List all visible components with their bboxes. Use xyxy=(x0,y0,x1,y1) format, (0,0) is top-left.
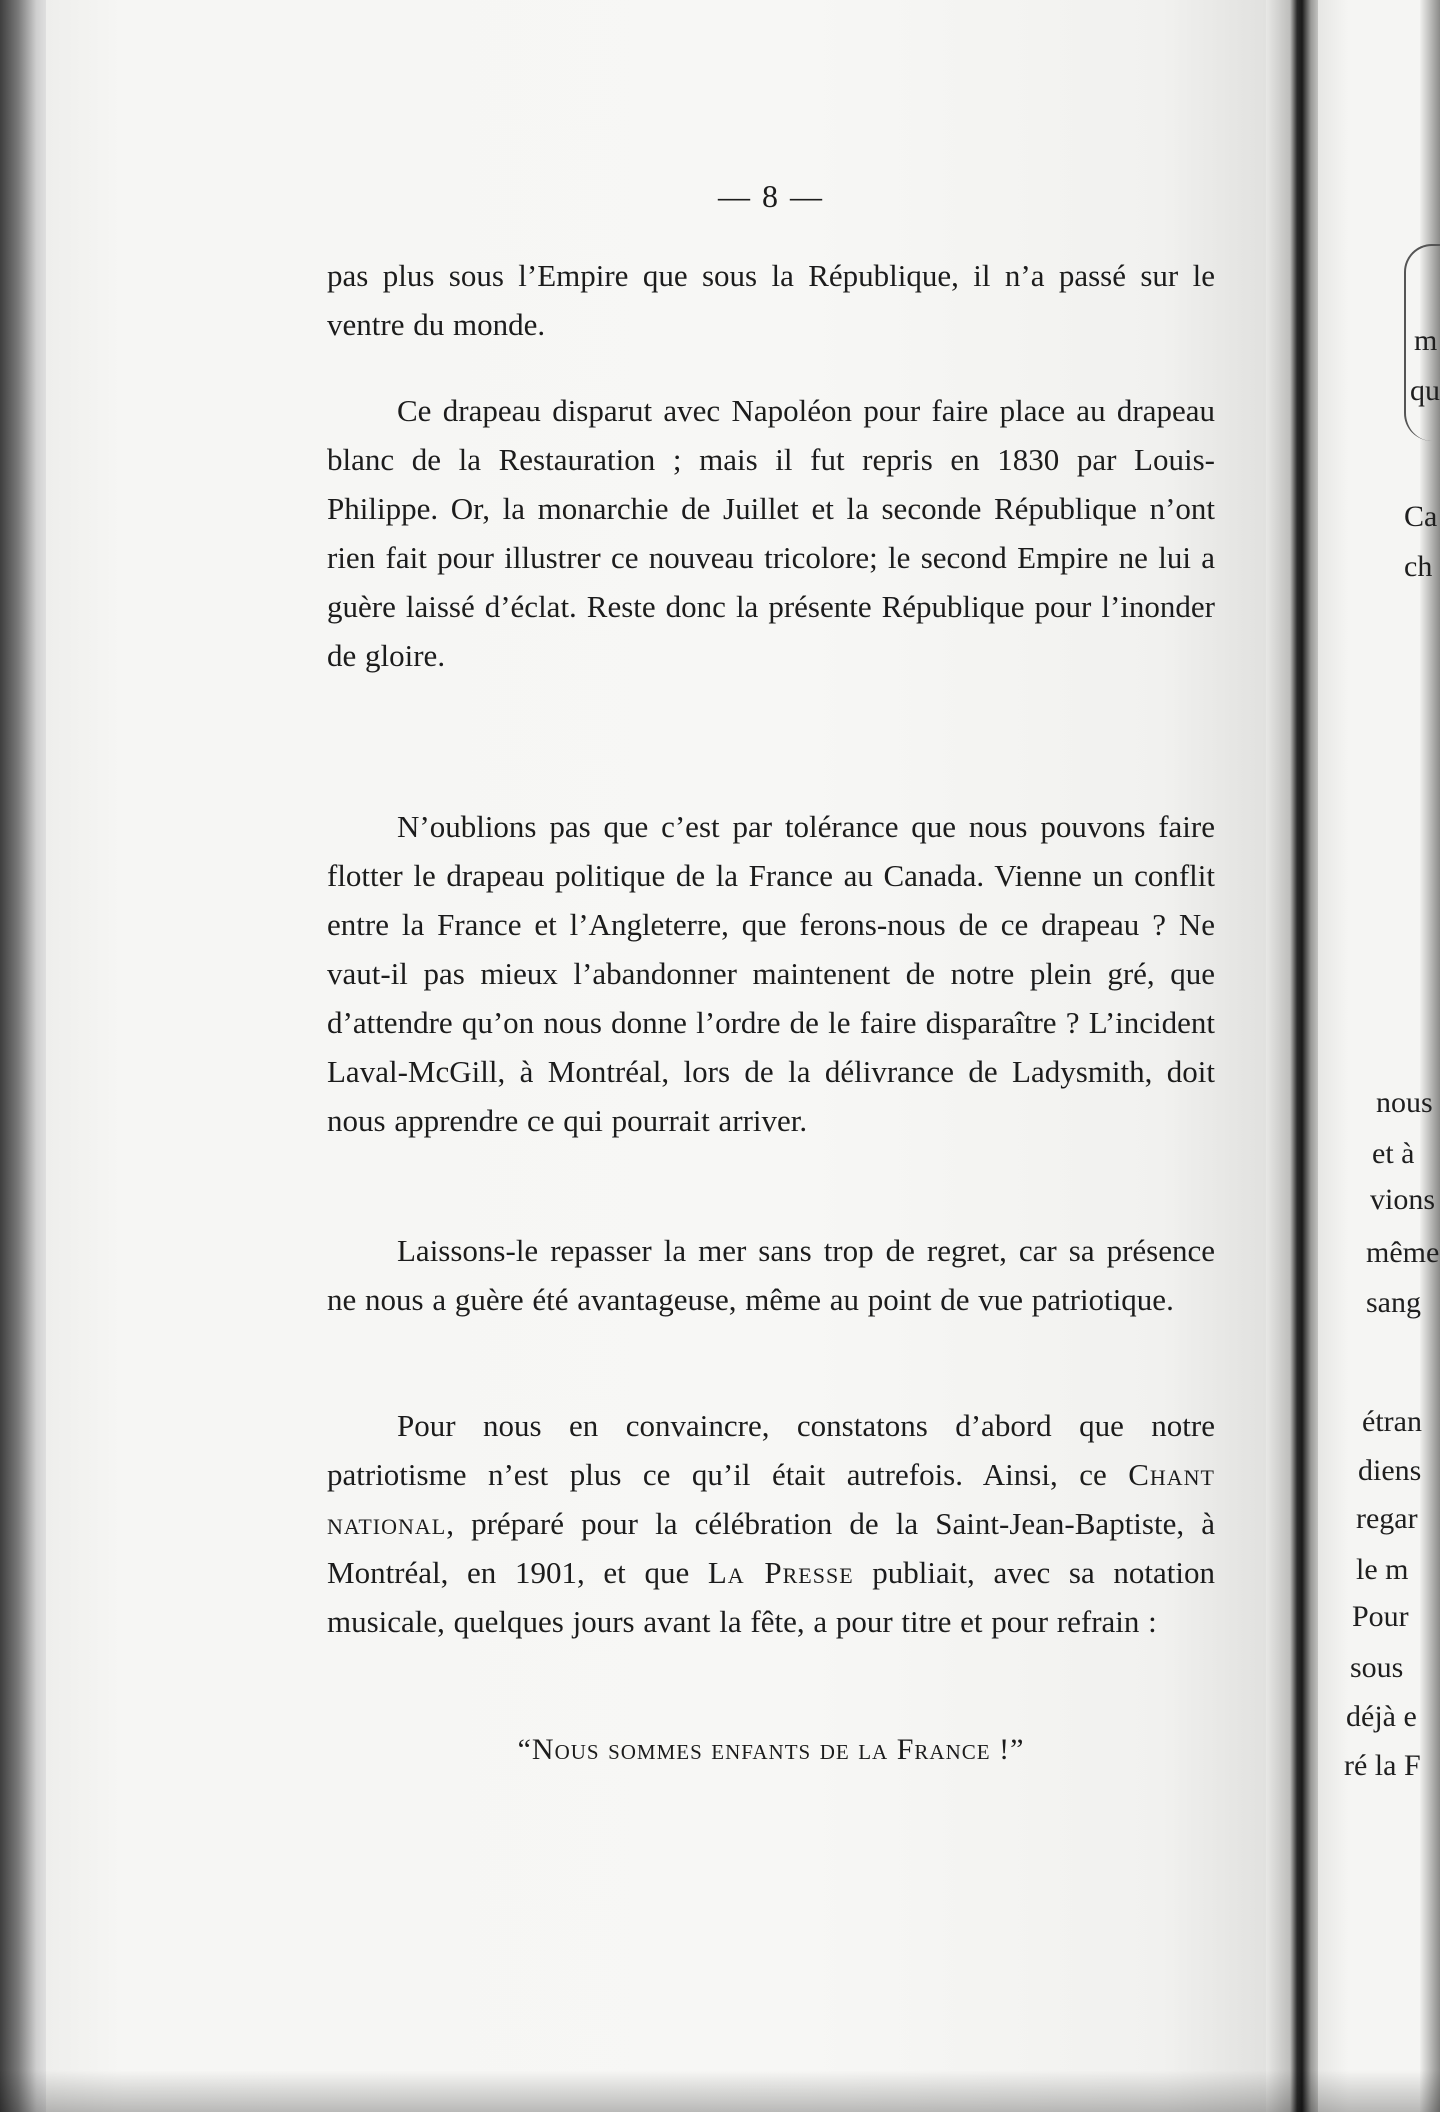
fragment-line: Ca xyxy=(1404,500,1438,533)
paragraph-2: Ce drapeau disparut avec Napoléon pour faire place au drapeau blanc de la Restauration ; mais il fut repris en 1830 par Louis-Philippe. Or, la monarchie de Juillet et la seconde République n’ont rien fait pour illustrer ce nouveau tricolore; le second Empire ne lui a guère laissé d’éclat. Reste donc la présente République pour l’inonder de gloire. xyxy=(327,393,1215,673)
fragment-line: même xyxy=(1366,1236,1440,1269)
fragment-line: ré la F xyxy=(1344,1749,1421,1782)
fragment-line: regar xyxy=(1356,1502,1418,1535)
fragment-line: nous xyxy=(1376,1086,1433,1119)
chant-national-title: Chant national xyxy=(327,1457,1215,1541)
fragment-line: et à xyxy=(1372,1137,1415,1170)
fragment-line: le m xyxy=(1356,1553,1409,1586)
fragment-line: m xyxy=(1414,324,1438,357)
paragraph-3: N’oublions pas que c’est par tolérance que nous pouvons faire flotter le drapeau politique de la France au Canada. Vienne un conflit entre la France et l’Angleterre, que ferons-nous de ce drapeau ? Ne vaut-il pas mieux l’abandonner maintenent de notre plein gré, que d’attendre qu’on nous donne l’ordre de le faire disparaître ? L’incident Laval-McGill, à Montréal, lors de la délivrance de Ladysmith, doit nous apprendre ce qui pourrait arriver. xyxy=(327,809,1215,1138)
la-presse-title: La Presse xyxy=(707,1555,854,1590)
paragraph-5-part-1: Pour nous en convaincre, constatons d’abord que notre patriotisme n’est plus ce qu’il était autrefois. Ainsi, ce xyxy=(327,1408,1215,1492)
paragraph-4: Laissons-le repasser la mer sans trop de regret, car sa présence ne nous a guère été avantageuse, même au point de vue patriotique. xyxy=(327,1233,1215,1317)
paragraph-1: pas plus sous l’Empire que sous la République, il n’a passé sur le ventre du monde. xyxy=(327,258,1215,342)
fragment-line: ch xyxy=(1404,550,1433,583)
bottom-scan-shadow xyxy=(0,2070,1440,2112)
refrain-quote: “Nous sommes enfants de la France !” xyxy=(517,1733,1025,1766)
fragment-line: sous xyxy=(1350,1651,1404,1684)
page-number: — 8 — xyxy=(718,178,824,214)
fragment-line: déjà e xyxy=(1346,1700,1417,1733)
fragment-line: Pour xyxy=(1352,1600,1409,1633)
paragraph-5-part-2: , préparé pour la célébration de la Saint-Jean-Baptiste, à Montréal, en 1901, et que xyxy=(327,1506,1215,1590)
fragment-line: vions xyxy=(1370,1183,1436,1216)
fragment-line: qu xyxy=(1410,374,1440,407)
fragment-line: étran xyxy=(1362,1405,1422,1438)
paragraph-5-part-3: publiait, avec sa notation musicale, quelques jours avant la fête, a pour titre et pour refrain : xyxy=(327,1555,1215,1639)
fragment-line: diens xyxy=(1358,1454,1422,1487)
fragment-line: sang xyxy=(1366,1286,1421,1319)
